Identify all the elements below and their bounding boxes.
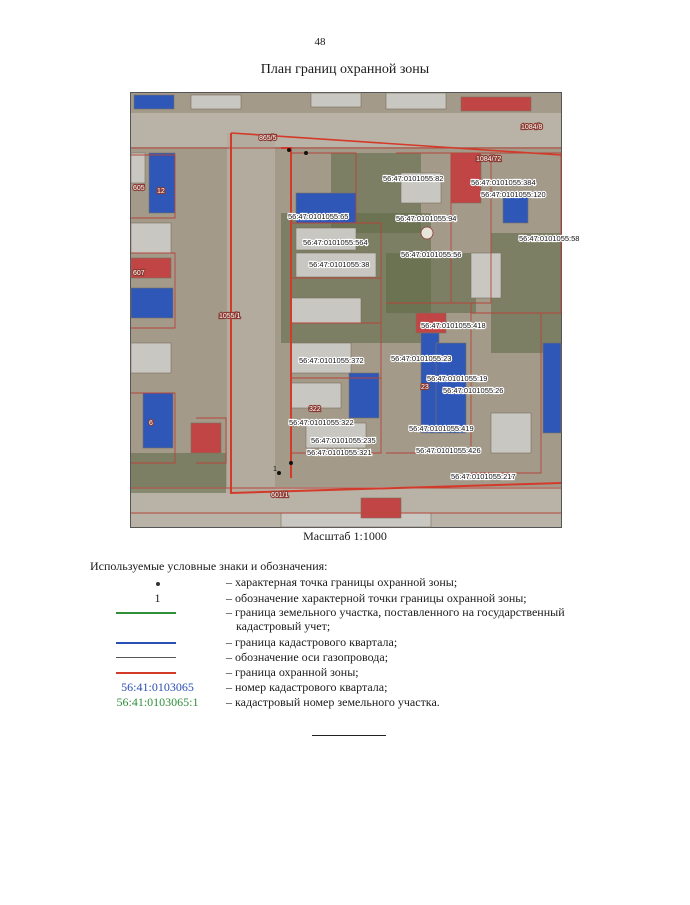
- vegetation-patch: [386, 253, 476, 313]
- cadastral-map[interactable]: [130, 92, 580, 528]
- map-title: План границ охранной зоны: [260, 62, 430, 77]
- building: [543, 343, 561, 433]
- building: [361, 498, 401, 518]
- zone-point-label: 1: [273, 466, 277, 473]
- parcel-number-label: 56:47:0101055:322: [289, 418, 354, 427]
- parcel-boundary-line-icon: [90, 605, 225, 619]
- parcel-number-label: 56:47:0101055:26: [443, 386, 504, 395]
- building: [461, 97, 531, 111]
- page-number: 48: [314, 36, 326, 48]
- plot-number: 1084/8: [521, 124, 543, 131]
- building: [491, 413, 531, 453]
- plot-number: 6: [149, 420, 153, 427]
- parcel-number-label: 56:47:0101055:426: [416, 446, 481, 455]
- point-label-symbol: 1: [154, 591, 161, 605]
- building: [131, 153, 145, 183]
- legend-heading: Используемые условные знаки и обозначения:: [90, 559, 328, 573]
- zone-point-dot-icon: [289, 461, 293, 465]
- parcel-number-label: 56:47:0101055:418: [421, 321, 486, 330]
- parcel-number-label: 56:47:0101055:23: [391, 354, 452, 363]
- street-top: [131, 113, 561, 147]
- building: [291, 298, 361, 323]
- vegetation-patch: [131, 453, 226, 493]
- legend-item-zone-point: [90, 575, 610, 590]
- legend-item-parcel-number: [90, 695, 610, 710]
- parcel-number-label: 56:47:0101055:38: [309, 260, 370, 269]
- legend-description: – характерная точка границы охранной зоны;: [226, 575, 458, 589]
- parcel-number-label: 56:47:0101055:82: [383, 174, 444, 183]
- legend-item-quarter-boundary: [90, 635, 610, 650]
- legend-description: – обозначение оси газопровода;: [226, 650, 389, 664]
- quarter-number-symbol: 56:41:0103065: [121, 680, 194, 694]
- plot-number: 322: [309, 406, 321, 413]
- parcel-number-label: 56:47:0101055:372: [299, 356, 364, 365]
- parcel-number-label: 56:47:0101055:321: [307, 448, 372, 457]
- legend-symbol-text: [90, 591, 225, 605]
- legend-description: – номер кадастрового квартала;: [226, 680, 388, 694]
- zone-point-dot-icon: [90, 575, 225, 589]
- legend-item-quarter-number: [90, 680, 610, 695]
- legend-symbol-text: [90, 695, 225, 709]
- building: [131, 288, 173, 318]
- building: [131, 343, 171, 373]
- legend-description: – граница охранной зоны;: [226, 665, 359, 679]
- legend-symbol-text: [90, 680, 225, 694]
- building: [191, 95, 241, 109]
- legend-item-parcel-boundary: [90, 605, 610, 635]
- zone-point-dot-icon: [287, 148, 291, 152]
- building: [191, 423, 221, 453]
- building: [291, 383, 341, 408]
- vegetation-patch: [491, 233, 561, 353]
- building: [386, 93, 446, 109]
- plot-number: 601/1: [271, 492, 289, 499]
- end-rule: [312, 735, 386, 736]
- plot-number: 865/5: [259, 135, 277, 142]
- parcel-number-label: 56:47:0101055:94: [396, 214, 457, 223]
- plot-number: 607: [133, 270, 145, 277]
- building: [143, 393, 173, 448]
- legend-description: – граница кадастрового квартала;: [226, 635, 398, 649]
- legend-description: – обозначение характерной точки границы охранной зоны;: [226, 591, 527, 605]
- marker-icon: [421, 227, 433, 239]
- legend-item-zone-boundary: [90, 665, 610, 680]
- legend-description-line1: – граница земельного участка, поставленного на государственный: [226, 605, 565, 619]
- quarter-boundary-line-icon: [90, 635, 225, 649]
- building: [471, 253, 501, 298]
- building: [349, 373, 379, 418]
- parcel-number-label: 56:47:0101055:235: [311, 436, 376, 445]
- parcel-number-label: 56:47:0101055:19: [427, 374, 488, 383]
- building: [131, 223, 171, 253]
- building: [134, 95, 174, 109]
- plot-number: 605: [133, 185, 145, 192]
- plot-number: 1055/1: [219, 313, 241, 320]
- parcel-number-symbol: 56:41:0103065:1: [116, 695, 199, 709]
- zone-boundary-line-icon: [90, 665, 225, 679]
- parcel-number-label: 56:47:0101055:56: [401, 250, 462, 259]
- legend-item-gas-pipe-axis: [90, 650, 610, 665]
- parcel-number-label: 56:47:0101055:384: [471, 178, 536, 187]
- legend-item-point-label: [90, 591, 610, 606]
- parcel-number-label: 56:47:0101055:120: [481, 190, 546, 199]
- zone-point-dot-icon: [304, 151, 308, 155]
- plot-number: 1084/72: [476, 156, 502, 163]
- building: [311, 93, 361, 107]
- plot-number: 12: [157, 188, 165, 195]
- parcel-number-label: 56:47:0101055:58: [519, 234, 580, 243]
- building: [281, 513, 431, 527]
- scale-caption: Масштаб 1:1000: [303, 529, 387, 543]
- parcel-number-label: 56:47:0101055:419: [409, 424, 474, 433]
- parcel-number-label: 56:47:0101055:217: [451, 472, 516, 481]
- legend-description: – кадастровый номер земельного участка.: [226, 695, 440, 709]
- building: [149, 153, 175, 213]
- legend-description: [226, 605, 606, 633]
- parcel-number-label: 56:47:0101055:564: [303, 238, 368, 247]
- zone-point-dot-icon: [277, 471, 281, 475]
- plot-number: 23: [421, 384, 429, 391]
- gas-pipe-axis-line-icon: [90, 650, 225, 664]
- legend-description-line2: кадастровый учет;: [236, 619, 331, 633]
- parcel-number-label: 56:47:0101055:65: [288, 212, 349, 221]
